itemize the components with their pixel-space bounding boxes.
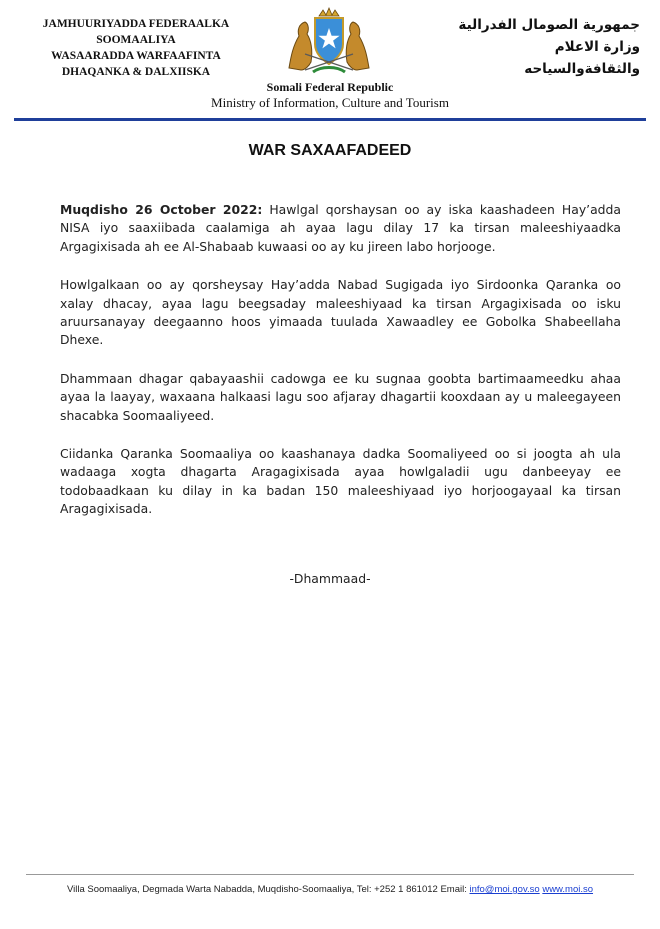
header-right-line: والثقافةوالسياحه — [524, 61, 640, 77]
header-divider — [14, 118, 646, 121]
email-link[interactable]: info@moi.gov.so — [469, 884, 540, 895]
paragraph-text: Hawlgal qorshaysan oo ay iska kaashadeen Hay’adda NISA iyo saaxiibada caalamiga ah ayaa lagu dilay 17 ka tirsan maleeshiyaadka Argagixisada ah ee Al-Shabaab kuwaasi oo ay ku jireen labo horjooge. — [60, 202, 622, 254]
footer-address: Villa Soomaaliya, Degmada Warta Nabadda, Muqdisho-Soomaaliya, Tel: +252 1 861012 Email: — [66, 884, 470, 895]
header-left-line: DHAQANKA & DALXIISKA — [61, 66, 211, 78]
somalia-coat-of-arms-icon — [283, 6, 375, 76]
republic-name: Somali Federal Republic — [266, 80, 394, 94]
ministry-name-english: Ministry of Information, Culture and Tourism — [211, 95, 449, 110]
paragraph: Ciidanka Qaranka Soomaaliya oo kaashanaya dadka Soomaliyeed oo si joogta ah ula wadaaga xogta dhagarta Aragagixisada ayaa howlgaladii ugu danbeeyay ee todobaadkaan ku dilay in ka badan 150 maleeshiyaad iyo horjoogayaal ka tirsan Aragagixisada. — [60, 446, 621, 517]
paragraph: Howlgalkaan oo ay qorsheysay Hay’adda Nabad Sugigada iyo Sirdoonka Qaranka oo xalay dhacay, ayaa lagu beegsaday maleeshiyaad ka tirsan Argagixisada oo isku aruursanayay deegaanno hoos yimaada tuulada Xawaadley ee Gobolka Shabeellaha Dhexe. — [60, 277, 621, 348]
footer-divider — [26, 874, 634, 875]
ministry-name-somali — [36, 16, 236, 80]
ministry-name-arabic — [440, 14, 640, 80]
press-release-body — [60, 201, 621, 539]
dateline: Muqdisho 26 October 2022: — [60, 202, 263, 217]
paragraph — [60, 201, 621, 256]
header-left-line: JAMHUURIYADDA FEDERAALKA — [42, 18, 230, 30]
website-link[interactable]: www.moi.so — [542, 884, 594, 895]
header-right-line: جمهورية الصومال الفدرالية — [458, 17, 640, 33]
header-right-line: وزارة الاعلام — [554, 39, 640, 55]
closing-mark: -Dhammaad- — [289, 571, 371, 586]
paragraph: Dhammaan dhagar qabayaashii cadowga ee ku sugnaa goobta bartimaameedku ahaa ayaa la laayay, waxaana halkaasi lagu soo afjaray dhagartii kooxdaan ay u maleegayeen shacabka Soomaaliyeed. — [60, 370, 621, 423]
footer — [0, 884, 660, 895]
document-title: WAR SAXAAFADEED — [248, 142, 412, 159]
header-left-line: WASAARADDA WARFAAFINTA — [51, 50, 221, 62]
header-left-line: SOOMAALIYA — [96, 34, 176, 46]
